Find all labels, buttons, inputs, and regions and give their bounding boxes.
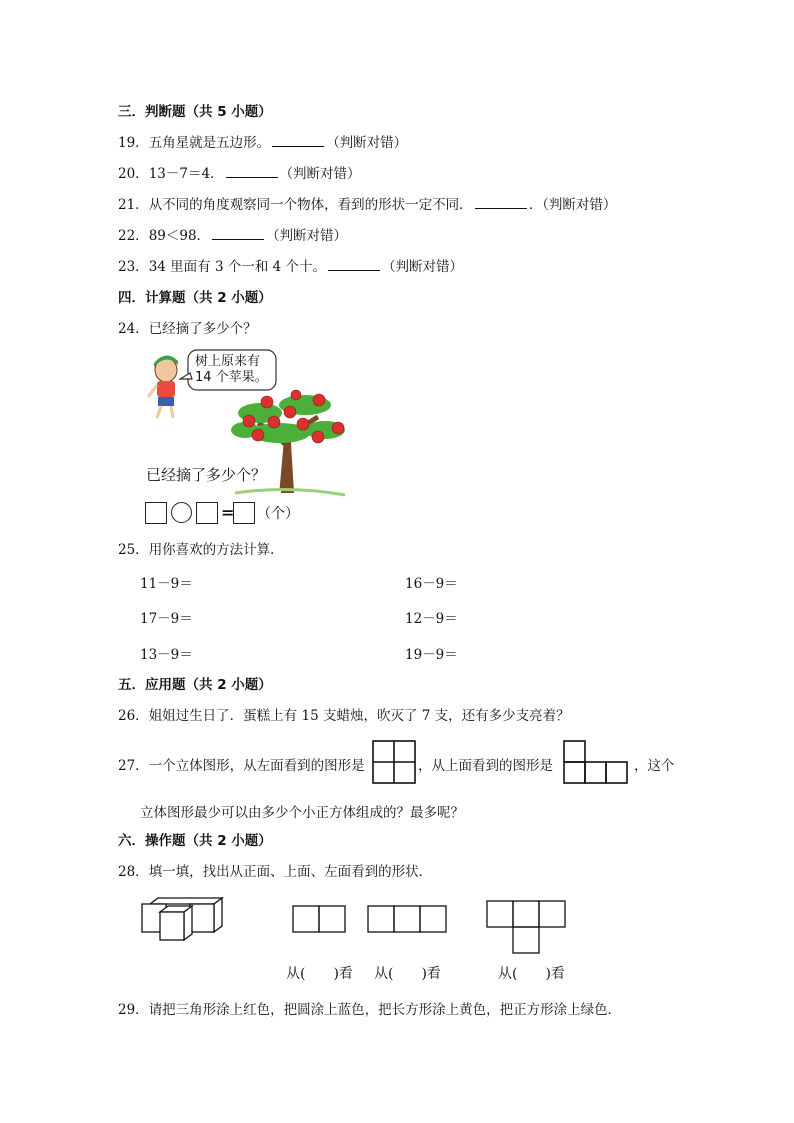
q21-text: 从不同的角度观察同一个物体，看到的形状一定不同． xyxy=(148,197,473,213)
q26-text: 姐姐过生日了．蛋糕上有 15 支蜡烛，吹灭了 7 支，还有多少支亮着？ xyxy=(148,708,570,724)
calc-item: 16－9＝ xyxy=(405,576,458,592)
calc-item: 11－9＝ xyxy=(140,576,193,592)
q22-number: 22． xyxy=(118,228,149,244)
q20-answer-blank[interactable] xyxy=(226,165,278,178)
picture-question: 已经摘了多少个？ xyxy=(146,466,267,484)
top-view-grid xyxy=(563,740,629,784)
three-squares-drawing xyxy=(367,905,449,933)
q27-text-2: ，从上面看到的图形是 xyxy=(418,758,553,774)
question-24 xyxy=(118,320,257,338)
q23-number: 23． xyxy=(118,259,149,275)
equals-sign: = xyxy=(221,503,235,522)
q27-text-line-2: 立体图形最少可以由多少个小正方体组成的？最多呢？ xyxy=(140,805,464,821)
question-22 xyxy=(118,227,347,245)
q29-number: 29． xyxy=(118,1002,149,1018)
section-3-title: 三．判断题（共 5 小题） xyxy=(118,104,272,120)
equation-box-2[interactable] xyxy=(196,502,218,524)
calc-item: 17－9＝ xyxy=(140,611,193,627)
question-21 xyxy=(118,196,616,214)
q22-suffix: （判断对错） xyxy=(266,228,348,244)
bubble-line-2: 14 个苹果。 xyxy=(195,370,268,385)
q23-suffix: （判断对错） xyxy=(382,259,463,275)
equation-box-1[interactable] xyxy=(145,502,167,524)
q27-text-1: 一个立体图形，从左面看到的图形是 xyxy=(148,758,365,774)
section-4-title: 四．计算题（共 2 小题） xyxy=(118,290,272,306)
q28-number: 28． xyxy=(118,864,149,880)
view-shape-three-squares xyxy=(367,905,449,933)
operator-circle[interactable] xyxy=(171,502,192,523)
bubble-text xyxy=(195,354,268,386)
calc-item: 19－9＝ xyxy=(405,647,458,663)
q27-number: 27． xyxy=(118,758,149,774)
left-view-figure xyxy=(372,740,416,784)
cube-solid-drawing xyxy=(140,896,230,942)
bubble-line-1: 树上原来有 xyxy=(195,354,261,369)
question-29 xyxy=(118,1001,621,1019)
view-label-1[interactable]: 从( )看 xyxy=(286,966,353,982)
q23-text: 34 里面有 3 个一和 4 个十。 xyxy=(148,259,326,275)
t-shape-drawing xyxy=(486,900,568,956)
top-view-figure xyxy=(563,740,629,784)
q21-number: 21． xyxy=(118,197,149,213)
q23-answer-blank[interactable] xyxy=(328,258,380,271)
q22-text: 89＜98． xyxy=(148,228,211,244)
q20-number: 20． xyxy=(118,166,149,182)
question-25 xyxy=(118,541,284,559)
view-shape-two-squares xyxy=(292,905,348,933)
q19-suffix: （判断对错） xyxy=(326,135,408,151)
q21-answer-blank[interactable] xyxy=(475,196,527,209)
two-squares-drawing xyxy=(292,905,348,933)
question-26 xyxy=(118,707,570,725)
question-20 xyxy=(118,165,361,183)
q19-answer-blank[interactable] xyxy=(272,134,324,147)
question-19 xyxy=(118,134,407,152)
calc-item: 12－9＝ xyxy=(405,611,458,627)
apple-tree-illustration xyxy=(140,345,360,530)
question-28 xyxy=(118,863,432,881)
cube-solid-figure xyxy=(140,896,230,942)
q27-part-1 xyxy=(118,754,365,774)
section-5-title: 五．应用题（共 2 小题） xyxy=(118,677,272,693)
q28-text: 填一填，找出从正面、上面、左面看到的形状． xyxy=(148,864,433,880)
child-figure xyxy=(148,355,178,418)
equation-box-3[interactable] xyxy=(233,502,255,524)
q24-number: 24． xyxy=(118,321,149,337)
q26-number: 26． xyxy=(118,708,149,724)
q22-answer-blank[interactable] xyxy=(212,227,264,240)
q21-suffix: ．（判断对错） xyxy=(528,197,617,213)
left-view-grid xyxy=(372,740,416,784)
q19-number: 19． xyxy=(118,135,149,151)
q19-text: 五角星就是五边形。 xyxy=(148,135,271,151)
section-6-title: 六．操作题（共 2 小题） xyxy=(118,833,272,849)
q25-number: 25． xyxy=(118,542,149,558)
q29-text: 请把三角形涂上红色，把圆涂上蓝色，把长方形涂上黄色，把正方形涂上绿色． xyxy=(148,1002,622,1018)
view-label-2[interactable]: 从( )看 xyxy=(374,966,441,982)
view-label-3[interactable]: 从( )看 xyxy=(498,966,565,982)
q20-suffix: （判断对错） xyxy=(279,166,361,182)
q25-text: 用你喜欢的方法计算． xyxy=(148,542,284,558)
question-23 xyxy=(118,258,463,276)
q20-text: 13－7＝4． xyxy=(148,166,224,182)
unit-label: （个） xyxy=(257,506,299,522)
calc-item: 13－9＝ xyxy=(140,647,193,663)
view-shape-t-shape xyxy=(486,900,568,956)
q24-text: 已经摘了多少个？ xyxy=(148,321,257,337)
q27-text-3: ，这个 xyxy=(634,758,675,774)
